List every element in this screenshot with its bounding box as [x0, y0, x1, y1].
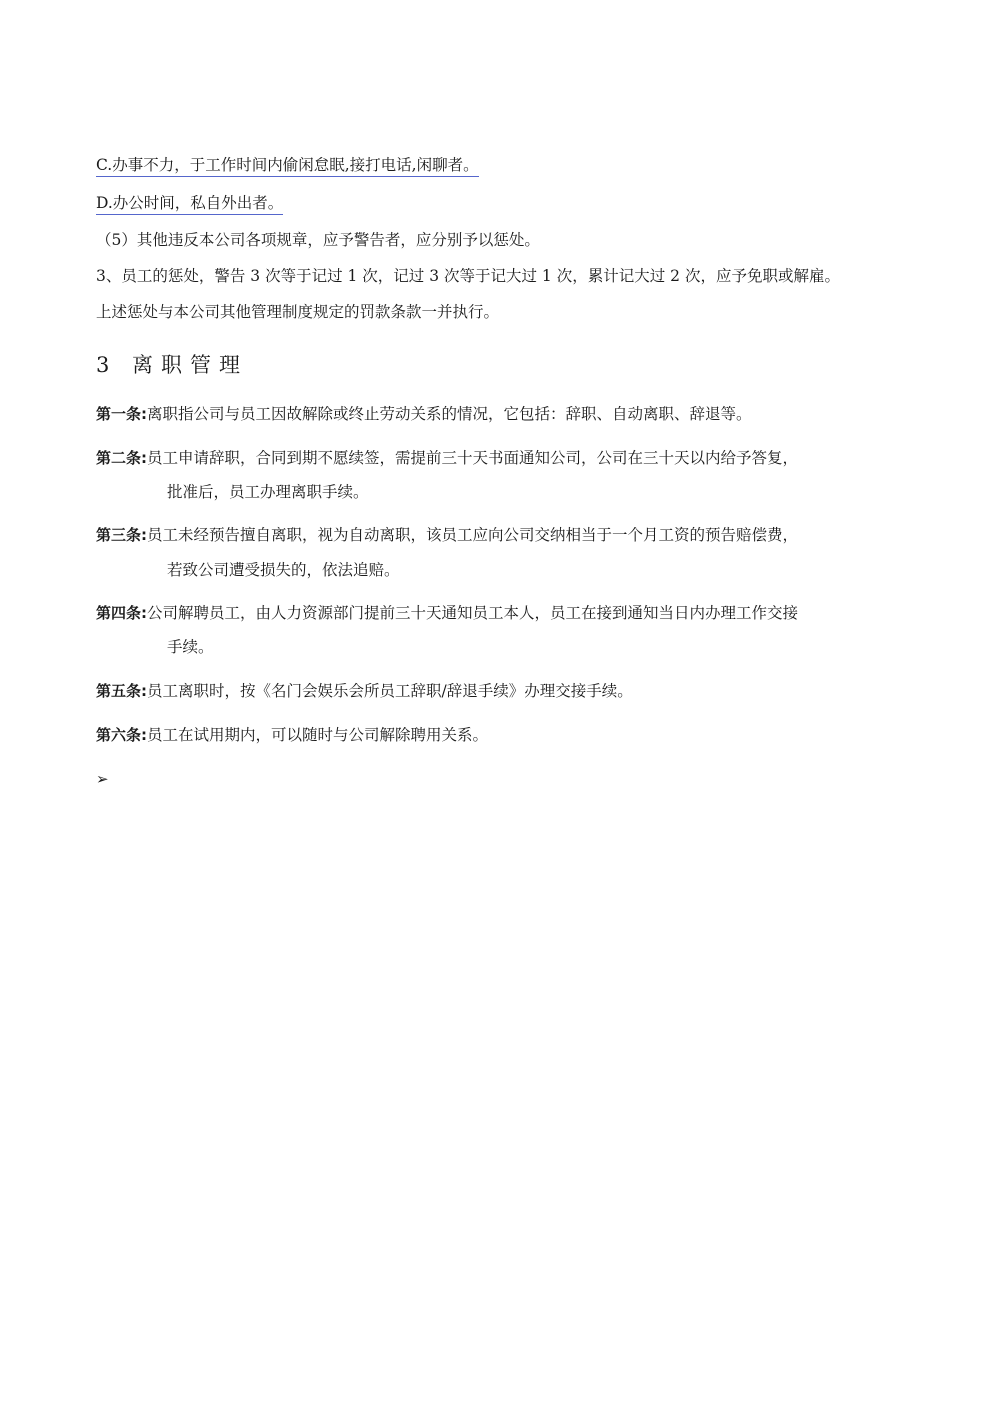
article-6: [96, 725, 488, 745]
article-3: [96, 525, 798, 545]
article-3-continuation: 若致公司遭受损失的，依法追赔。: [167, 561, 400, 579]
article-label: 第三条:: [96, 526, 147, 544]
penalty-rule: 3、员工的惩处，警告 3 次等于记过 1 次，记过 3 次等于记大过 1 次，累计记大过 2 次，应予免职或解雇。: [96, 267, 840, 285]
article-text: 员工离职时，按《名门会娱乐会所员工辞职/辞退手续》办理交接手续。: [147, 682, 633, 700]
section-heading: 3 离职管理: [96, 353, 249, 377]
item-c: C.办事不力，于工作时间内偷闲怠眠,接打电话,闲聊者。: [96, 155, 479, 177]
article-label: 第五条:: [96, 682, 147, 700]
item-d: D.办公时间，私自外出者。: [96, 193, 283, 215]
article-text: 离职指公司与员工因故解除或终止劳动关系的情况，它包括：辞职、自动离职、辞退等。: [147, 405, 752, 423]
arrow-bullet-icon: ➢: [96, 770, 109, 788]
article-label: 第一条:: [96, 405, 147, 423]
article-text: 员工申请辞职，合同到期不愿续签，需提前三十天书面通知公司，公司在三十天以内给予答复，: [147, 449, 799, 467]
article-label: 第二条:: [96, 449, 147, 467]
article-4: [96, 603, 798, 623]
article-5: [96, 681, 633, 701]
article-text: 员工未经预告擅自离职，视为自动离职，该员工应向公司交纳相当于一个月工资的预告赔偿费，: [147, 526, 799, 544]
article-text: 员工在试用期内，可以随时与公司解除聘用关系。: [147, 726, 489, 744]
article-label: 第六条:: [96, 726, 147, 744]
penalty-note: 上述惩处与本公司其他管理制度规定的罚款条款一并执行。: [96, 303, 500, 321]
article-2: [96, 448, 798, 468]
article-1: [96, 404, 752, 424]
article-4-continuation: 手续。: [167, 638, 214, 656]
article-2-continuation: 批准后，员工办理离职手续。: [167, 483, 369, 501]
item-5: （5）其他违反本公司各项规章，应予警告者，应分别予以惩处。: [96, 231, 540, 249]
article-text: 公司解聘员工，由人力资源部门提前三十天通知员工本人，员工在接到通知当日内办理工作交接: [147, 604, 799, 622]
article-label: 第四条:: [96, 604, 147, 622]
